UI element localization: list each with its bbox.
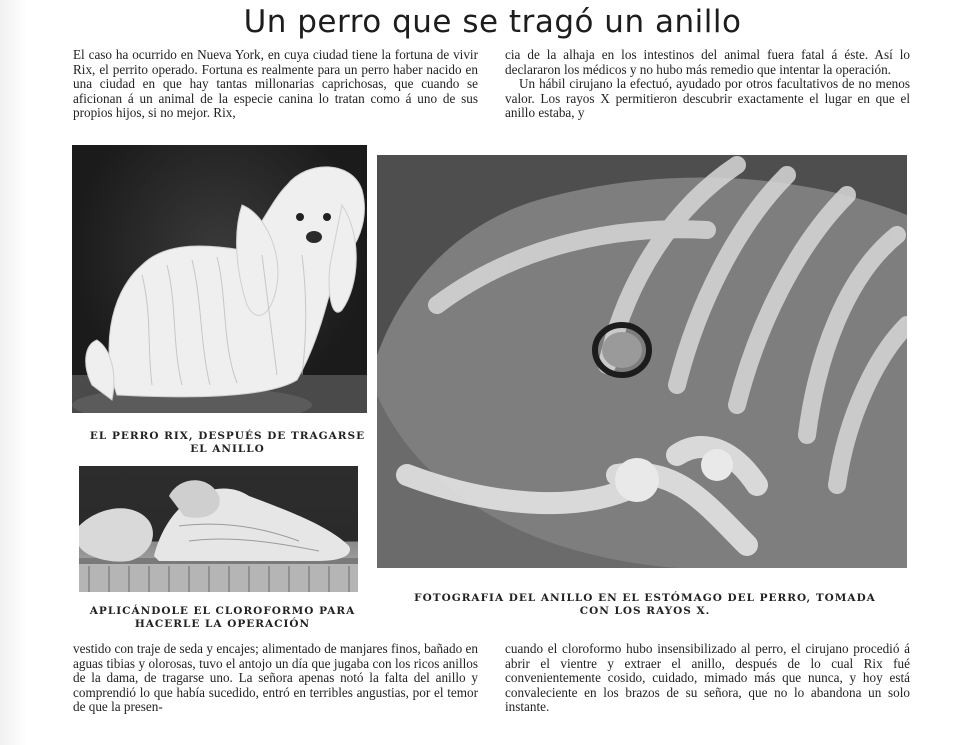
paragraph: vestido con traje de seda y encajes; alimentado de manjares finos, bañado en aguas tibias y olorosas, tuvo el antojo un día que jugaba con los ricos anillos de la dama, de tragarse uno. La señora apenas notó la falta del anillo y comprendió lo que había sucedido, entró en terribles angustias, por el temor de que la presen- [73,641,478,715]
dog-photo-caption: EL PERRO RIX, DESPUÉS DE TRAGARSE EL ANILLO [89,430,366,455]
paragraph: cia de la alhaja en los intestinos del animal fuera fatal á éste. Así lo declararon los médicos y no hubo más remedio que intentar la operación. [505,47,910,77]
page-edge-shadow [0,0,28,745]
dog-photo [72,145,367,413]
paragraph: Un hábil cirujano la efectuó, ayudado por otros facultativos de no menos valor. Los rayos X permitieron descubrir exactamente el lugar en que el anillo estaba, y [505,76,910,121]
column-bottom-right [505,642,910,715]
surgery-photo-caption: APLICÁNDOLE EL CLOROFORMO PARA HACERLE LA OPERACIÓN [89,605,356,630]
xray-photo [377,155,907,568]
column-top-right [505,48,910,121]
surgery-illustration [79,466,358,592]
paragraph: cuando el cloroformo hubo insensibilizado al perro, el cirujano procedió á abrir el vientre y extraer el anillo, después de lo cual Rix fué convenientemente cosido, cuidado, mimado más que nunca, y hoy está convaleciente en los brazos de su señora, que no lo abandona un solo instante. [505,641,910,715]
column-bottom-left [73,642,478,715]
surgery-photo [79,466,358,592]
paragraph: El caso ha ocurrido en Nueva York, en cuya ciudad tiene la fortuna de vivir Rix, el perrito operado. Fortuna es realmente para un perro haber nacido en una ciudad en que hay tantas millonarias caprichosas, que cuando se aficionan á un animal de la especie canina lo tratan como á uno de sus propios hijos, si no mejor. Rix, [73,47,478,121]
article-title: Un perro que se tragó un anillo [243,4,742,40]
xray-illustration [377,155,907,568]
dog-illustration [72,145,367,413]
column-top-left [73,48,478,121]
xray-photo-caption: FOTOGRAFIA DEL ANILLO EN EL ESTÓMAGO DEL PERRO, TOMADA CON LOS RAYOS X. [414,592,876,617]
